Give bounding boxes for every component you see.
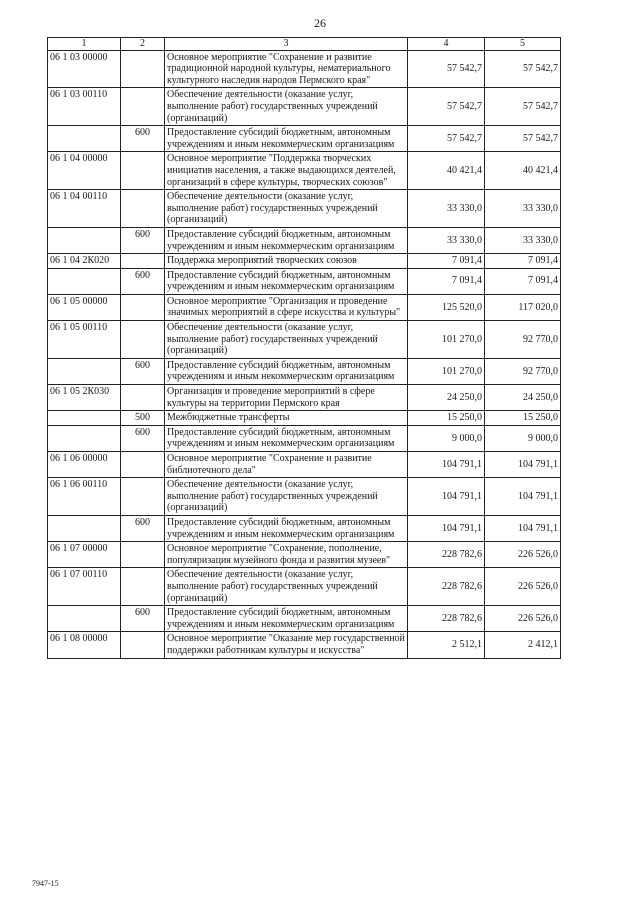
header-col-4: 4 xyxy=(408,38,485,51)
target-article-code xyxy=(48,227,121,253)
expense-type-code: 500 xyxy=(121,411,165,426)
page-number: 26 xyxy=(314,16,326,30)
item-name: Предоставление субсидий бюджетным, автономным учреждениям и иным некоммерческим организациям xyxy=(165,268,408,294)
expense-type-code: 600 xyxy=(121,268,165,294)
expense-type-code: 600 xyxy=(121,227,165,253)
target-article-code: 06 1 03 00110 xyxy=(48,88,121,126)
table-row xyxy=(48,425,561,451)
target-article-code xyxy=(48,126,121,152)
target-article-code: 06 1 04 00000 xyxy=(48,152,121,190)
header-row xyxy=(48,38,561,51)
expense-type-code xyxy=(121,452,165,478)
amount-year-1: 57 542,7 xyxy=(408,50,485,88)
target-article-code: 06 1 03 00000 xyxy=(48,50,121,88)
target-article-code xyxy=(48,515,121,541)
table-row xyxy=(48,294,561,320)
amount-year-2: 7 091,4 xyxy=(485,254,561,269)
amount-year-1: 33 330,0 xyxy=(408,227,485,253)
amount-year-2: 57 542,7 xyxy=(485,126,561,152)
amount-year-1: 125 520,0 xyxy=(408,294,485,320)
target-article-code: 06 1 05 00000 xyxy=(48,294,121,320)
target-article-code: 06 1 05 00110 xyxy=(48,321,121,359)
amount-year-1: 228 782,6 xyxy=(408,606,485,632)
expense-type-code xyxy=(121,88,165,126)
expense-type-code xyxy=(121,294,165,320)
table-row xyxy=(48,452,561,478)
expense-type-code: 600 xyxy=(121,515,165,541)
amount-year-2: 92 770,0 xyxy=(485,321,561,359)
item-name: Основное мероприятие "Сохранение и развитие библиотечного дела" xyxy=(165,452,408,478)
table-row xyxy=(48,152,561,190)
amount-year-2: 40 421,4 xyxy=(485,152,561,190)
amount-year-2: 57 542,7 xyxy=(485,50,561,88)
expense-type-code: 600 xyxy=(121,606,165,632)
item-name: Обеспечение деятельности (оказание услуг, выполнение работ) государственных учреждений (организаций) xyxy=(165,321,408,359)
expense-type-code xyxy=(121,321,165,359)
item-name: Предоставление субсидий бюджетным, автономным учреждениям и иным некоммерческим организациям xyxy=(165,227,408,253)
table-body xyxy=(48,50,561,658)
expense-type-code xyxy=(121,478,165,516)
target-article-code: 06 1 06 00110 xyxy=(48,478,121,516)
expense-type-code: 600 xyxy=(121,425,165,451)
amount-year-2: 104 791,1 xyxy=(485,452,561,478)
amount-year-2: 104 791,1 xyxy=(485,515,561,541)
amount-year-2: 92 770,0 xyxy=(485,358,561,384)
amount-year-2: 9 000,0 xyxy=(485,425,561,451)
expense-type-code xyxy=(121,632,165,658)
table-row xyxy=(48,515,561,541)
table-row xyxy=(48,321,561,359)
amount-year-2: 117 020,0 xyxy=(485,294,561,320)
expense-type-code xyxy=(121,152,165,190)
item-name: Основное мероприятие "Оказание мер государственной поддержки работникам культуры и искусства" xyxy=(165,632,408,658)
table-row xyxy=(48,568,561,606)
item-name: Межбюджетные трансферты xyxy=(165,411,408,426)
amount-year-1: 101 270,0 xyxy=(408,358,485,384)
amount-year-1: 33 330,0 xyxy=(408,190,485,228)
amount-year-2: 104 791,1 xyxy=(485,478,561,516)
table-row xyxy=(48,411,561,426)
amount-year-1: 104 791,1 xyxy=(408,478,485,516)
table-row xyxy=(48,632,561,658)
amount-year-2: 24 250,0 xyxy=(485,385,561,411)
target-article-code: 06 1 08 00000 xyxy=(48,632,121,658)
item-name: Организация и проведение мероприятий в сфере культуры на территории Пермского края xyxy=(165,385,408,411)
expense-type-code xyxy=(121,385,165,411)
table-row xyxy=(48,542,561,568)
expense-type-code: 600 xyxy=(121,126,165,152)
amount-year-2: 226 526,0 xyxy=(485,542,561,568)
target-article-code xyxy=(48,268,121,294)
budget-table xyxy=(47,37,561,659)
item-name: Основное мероприятие "Сохранение и развитие традиционной народной культуры, нематериального культурного наследия народов Пермского края" xyxy=(165,50,408,88)
amount-year-2: 33 330,0 xyxy=(485,190,561,228)
amount-year-1: 40 421,4 xyxy=(408,152,485,190)
item-name: Обеспечение деятельности (оказание услуг, выполнение работ) государственных учреждений (организаций) xyxy=(165,190,408,228)
target-article-code xyxy=(48,606,121,632)
table-row xyxy=(48,254,561,269)
table-row xyxy=(48,385,561,411)
amount-year-1: 2 512,1 xyxy=(408,632,485,658)
target-article-code xyxy=(48,411,121,426)
item-name: Основное мероприятие "Сохранение, пополнение, популяризация музейного фонда и развития музеев" xyxy=(165,542,408,568)
item-name: Обеспечение деятельности (оказание услуг, выполнение работ) государственных учреждений (организаций) xyxy=(165,88,408,126)
table-row xyxy=(48,358,561,384)
amount-year-1: 104 791,1 xyxy=(408,452,485,478)
item-name: Предоставление субсидий бюджетным, автономным учреждениям и иным некоммерческим организациям xyxy=(165,606,408,632)
expense-type-code: 600 xyxy=(121,358,165,384)
amount-year-1: 24 250,0 xyxy=(408,385,485,411)
target-article-code xyxy=(48,358,121,384)
target-article-code: 06 1 07 00000 xyxy=(48,542,121,568)
amount-year-2: 57 542,7 xyxy=(485,88,561,126)
header-col-3: 3 xyxy=(165,38,408,51)
target-article-code: 06 1 04 2К020 xyxy=(48,254,121,269)
amount-year-1: 57 542,7 xyxy=(408,88,485,126)
expense-type-code xyxy=(121,568,165,606)
amount-year-2: 226 526,0 xyxy=(485,568,561,606)
table-row xyxy=(48,478,561,516)
table-row xyxy=(48,268,561,294)
item-name: Предоставление субсидий бюджетным, автономным учреждениям и иным некоммерческим организациям xyxy=(165,425,408,451)
amount-year-1: 7 091,4 xyxy=(408,254,485,269)
item-name: Предоставление субсидий бюджетным, автономным учреждениям и иным некоммерческим организациям xyxy=(165,358,408,384)
amount-year-1: 9 000,0 xyxy=(408,425,485,451)
amount-year-1: 104 791,1 xyxy=(408,515,485,541)
amount-year-1: 15 250,0 xyxy=(408,411,485,426)
table-row xyxy=(48,50,561,88)
amount-year-1: 57 542,7 xyxy=(408,126,485,152)
item-name: Основное мероприятие "Поддержка творческих инициатив населения, а также выдающихся деятелей, организаций в сфере культуры, творческих союзов" xyxy=(165,152,408,190)
table-row xyxy=(48,227,561,253)
amount-year-2: 33 330,0 xyxy=(485,227,561,253)
header-col-2: 2 xyxy=(121,38,165,51)
amount-year-1: 228 782,6 xyxy=(408,568,485,606)
footer-code: 7947-15 xyxy=(32,879,59,888)
target-article-code: 06 1 07 00110 xyxy=(48,568,121,606)
item-name: Основное мероприятие "Организация и проведение значимых мероприятий в сфере искусства и культуры" xyxy=(165,294,408,320)
header-col-1: 1 xyxy=(48,38,121,51)
header-col-5: 5 xyxy=(485,38,561,51)
table-row xyxy=(48,126,561,152)
target-article-code: 06 1 04 00110 xyxy=(48,190,121,228)
target-article-code xyxy=(48,425,121,451)
expense-type-code xyxy=(121,254,165,269)
item-name: Обеспечение деятельности (оказание услуг, выполнение работ) государственных учреждений (организаций) xyxy=(165,478,408,516)
expense-type-code xyxy=(121,190,165,228)
table-row xyxy=(48,606,561,632)
amount-year-2: 2 412,1 xyxy=(485,632,561,658)
amount-year-1: 7 091,4 xyxy=(408,268,485,294)
item-name: Поддержка мероприятий творческих союзов xyxy=(165,254,408,269)
amount-year-2: 15 250,0 xyxy=(485,411,561,426)
target-article-code: 06 1 06 00000 xyxy=(48,452,121,478)
amount-year-1: 101 270,0 xyxy=(408,321,485,359)
item-name: Предоставление субсидий бюджетным, автономным учреждениям и иным некоммерческим организациям xyxy=(165,515,408,541)
expense-type-code xyxy=(121,50,165,88)
item-name: Предоставление субсидий бюджетным, автономным учреждениям и иным некоммерческим организациям xyxy=(165,126,408,152)
table-row xyxy=(48,88,561,126)
amount-year-1: 228 782,6 xyxy=(408,542,485,568)
amount-year-2: 226 526,0 xyxy=(485,606,561,632)
target-article-code: 06 1 05 2К030 xyxy=(48,385,121,411)
item-name: Обеспечение деятельности (оказание услуг, выполнение работ) государственных учреждений (организаций) xyxy=(165,568,408,606)
table-row xyxy=(48,190,561,228)
expense-type-code xyxy=(121,542,165,568)
amount-year-2: 7 091,4 xyxy=(485,268,561,294)
